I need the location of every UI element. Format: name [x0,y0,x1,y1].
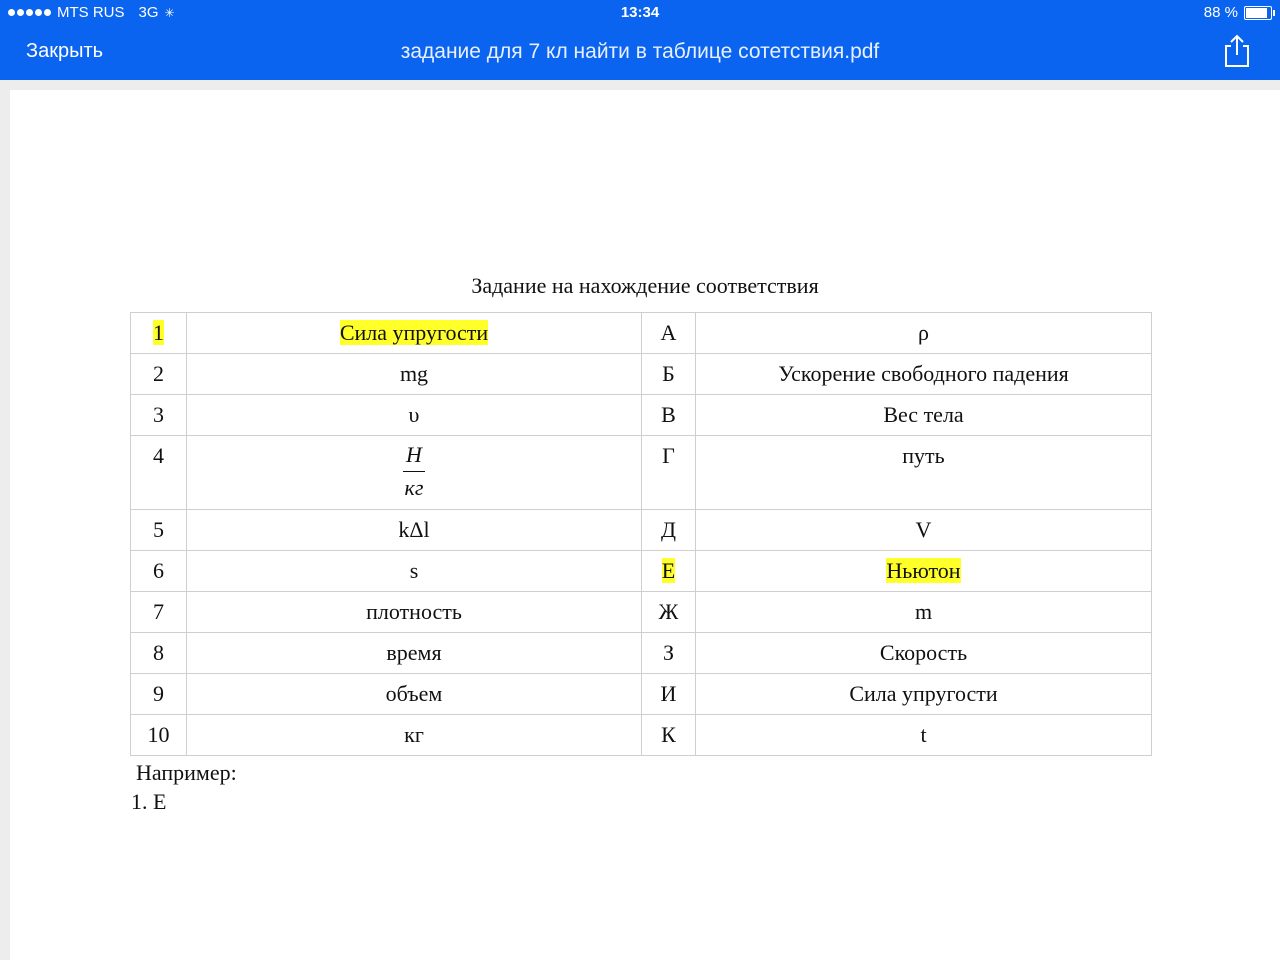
left-cell: плотность [187,592,642,633]
letter-cell: Г [642,436,696,510]
table-row [131,395,1152,436]
example-label: Например: [136,760,237,785]
share-icon[interactable] [1222,34,1252,68]
left-cell: s [187,551,642,592]
row-number-cell: 9 [131,674,187,715]
row-number-cell: 3 [131,395,187,436]
table-row [131,674,1152,715]
status-bar [0,0,1280,26]
letter-cell: Д [642,510,696,551]
letter-cell: И [642,674,696,715]
row-number-cell: 10 [131,715,187,756]
network-label: 3G [138,4,159,21]
left-cell: υ [187,395,642,436]
top-bar [0,0,1280,80]
battery-percent: 88 % [1203,4,1238,21]
row-number-cell: 2 [131,354,187,395]
example-answer: 1. Е [131,789,167,814]
table-row [131,592,1152,633]
letter-cell: В [642,395,696,436]
right-cell: ρ [696,313,1152,354]
right-cell: t [696,715,1152,756]
row-number-cell: 8 [131,633,187,674]
letter-cell [642,551,696,592]
left-cell: время [187,633,642,674]
carrier-label: MTS RUS [57,4,125,21]
letter-cell: А [642,313,696,354]
table-row [131,715,1152,756]
left-cell [187,436,642,510]
nav-bar [0,30,1280,76]
highlighted-text: 1 [153,320,164,345]
left-cell: mg [187,354,642,395]
status-time: 13:34 [620,4,660,21]
matching-table [130,312,1152,756]
highlighted-text: Сила упругости [339,320,489,345]
table-row [131,510,1152,551]
table-row [131,551,1152,592]
letter-cell: Ж [642,592,696,633]
right-cell: Скорость [696,633,1152,674]
row-number-cell: 4 [131,436,187,510]
right-cell [696,551,1152,592]
close-button[interactable]: Закрыть [26,40,104,62]
right-cell: Ускорение свободного падения [696,354,1152,395]
left-cell [187,313,642,354]
battery-icon [1244,6,1272,20]
document-title: задание для 7 кл найти в таблице сотетствия.pdf [400,40,880,63]
right-cell: Вес тела [696,395,1152,436]
battery-fill [1246,8,1267,18]
right-cell: путь [696,436,1152,510]
left-cell: кг [187,715,642,756]
letter-cell: К [642,715,696,756]
highlighted-text: Ньютон [886,558,961,583]
table-row [131,313,1152,354]
row-number-cell: 7 [131,592,187,633]
fraction-denominator: кг [404,475,424,501]
pdf-page[interactable] [10,90,1280,960]
row-number-cell: 5 [131,510,187,551]
left-cell: объем [187,674,642,715]
fraction [403,443,425,500]
right-cell: Сила упругости [696,674,1152,715]
right-cell: V [696,510,1152,551]
activity-spinner-icon: ✳ [164,5,175,20]
status-right [1204,4,1272,21]
task-title: Задание на нахождение соответствия [471,273,819,298]
highlighted-text: Е [661,558,676,583]
right-cell: m [696,592,1152,633]
letter-cell: З [642,633,696,674]
table-row [131,354,1152,395]
table-row [131,436,1152,510]
row-number-cell [131,313,187,354]
row-number-cell: 6 [131,551,187,592]
letter-cell: Б [642,354,696,395]
left-cell: kΔl [187,510,642,551]
fraction-numerator: Н [403,443,425,472]
table-row [131,633,1152,674]
